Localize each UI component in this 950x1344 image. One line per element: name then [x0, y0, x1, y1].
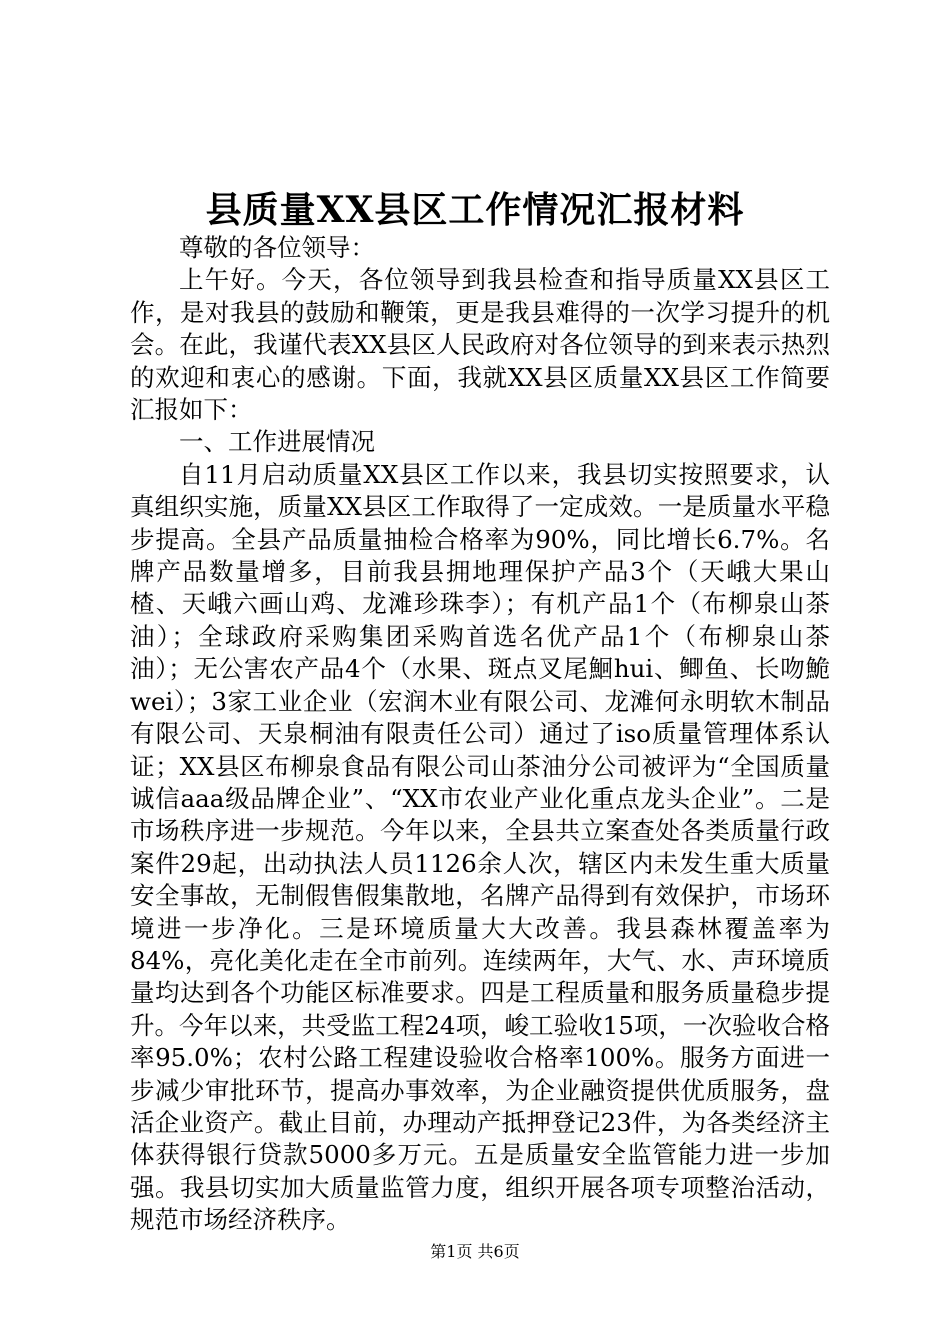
document-title: 县质量XX县区工作情况汇报材料	[205, 189, 745, 231]
document-body	[130, 232, 830, 1237]
intro-paragraph: 上午好。今天，各位领导到我县检查和指导质量XX县区工作，是对我县的鼓励和鞭策，更是我县难得的一次学习提升的机会。在此，我谨代表XX县区人民政府对各位领导的到来表示热烈的欢迎和衷心的感谢。下面，我就XX县区质量XX县区工作简要汇报如下：	[130, 265, 830, 425]
page-number-footer: 第1页 共6页	[430, 1242, 520, 1261]
section-heading: 一、工作进展情况	[179, 427, 375, 457]
greeting-paragraph: 尊敬的各位领导：	[179, 233, 375, 262]
progress-paragraph: 自11月启动质量XX县区工作以来，我县切实按照要求，认真组织实施，质量XX县区工作取得了一定成效。一是质量水平稳步提高。全县产品质量抽检合格率为90%，同比增长6.7%。名牌产品数量增多，目前我县拥地理保护产品3个（天峨大果山楂、天峨六画山鸡、龙滩珍珠李）；有机产品1个（布柳泉山茶油）；全球政府采购集团采购首选名优产品1个（布柳泉山茶油）；无公害农产品4个（水果、斑点叉尾鮰hui、鲫鱼、长吻鮠wei）；3家工业企业（宏润木业有限公司、龙滩何永明软木制品有限公司、天泉桐油有限责任公司）通过了iso质量管理体系认证；XX县区布柳泉食品有限公司山茶油分公司被评为“全国质量诚信aaa级品牌企业”、“XX市农业产业化重点龙头企业”。二是市场秩序进一步规范。今年以来，全县共立案查处各类质量行政案件29起，出动执法人员1126余人次，辖区内未发生重大质量安全事故，无制假售假集散地，名牌产品得到有效保护，市场环境进一步净化。三是环境质量大大改善。我县森林覆盖率为84%，亮化美化走在全市前列。连续两年，大气、水、声环境质量均达到各个功能区标准要求。四是工程质量和服务质量稳步提升。今年以来，共受监工程24项，峻工验收15项，一次验收合格率95.0%；农村公路工程建设验收合格率100%。服务方面进一步减少审批环节，提高办事效率，为企业融资提供优质服务，盘活企业资产。截止目前，办理动产抵押登记23件，为各类经济主体获得银行贷款5000多万元。五是质量安全监管能力进一步加强。我县切实加大质量监管力度，组织开展各项专项整治活动，规范市场经济秩序。	[130, 459, 830, 1235]
